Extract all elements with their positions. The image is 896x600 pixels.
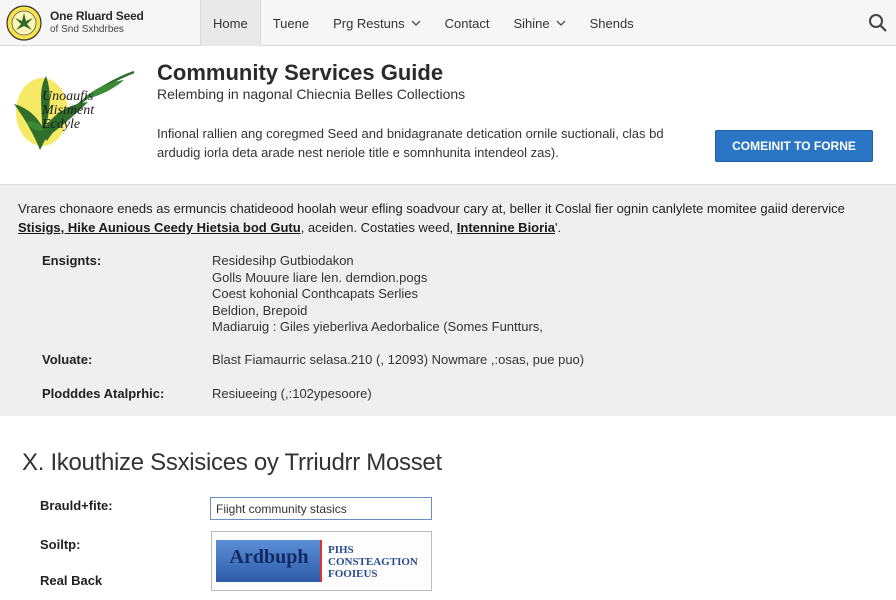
top-navigation-bar bbox=[0, 0, 896, 46]
form-label: Soiltp: bbox=[40, 537, 81, 552]
intro-text: , aceiden. Costaties weed, bbox=[300, 220, 454, 235]
nav-item-tuene[interactable] bbox=[261, 0, 321, 46]
intro-link[interactable]: Intennine Bioria bbox=[456, 220, 556, 235]
nav-item-label: Sihine bbox=[513, 15, 550, 31]
brand-logo-icon[interactable] bbox=[4, 4, 44, 42]
page-title: Community Services Guide bbox=[157, 60, 444, 85]
info-row-values bbox=[212, 386, 372, 403]
brand-name[interactable] bbox=[50, 10, 144, 36]
intro-link[interactable]: Stisigs, Hike Aunious Ceedy Hietsia bod Gutu bbox=[18, 220, 301, 235]
community-text-input[interactable] bbox=[210, 497, 432, 520]
intro-text: '. bbox=[555, 220, 562, 235]
brand-name-line1: One Rluard Seed bbox=[50, 9, 144, 23]
info-row-label: Ensignts: bbox=[42, 253, 102, 268]
brand-name-line2: of Snd Sxhdrbes bbox=[50, 24, 124, 35]
main-nav bbox=[200, 0, 646, 46]
form-section-title: X. Ikouthize Ssxisices oy Trriudrr Mosset bbox=[22, 449, 442, 476]
info-row-label: Plodddes Atalprhic: bbox=[42, 386, 165, 401]
intro-paragraph bbox=[18, 199, 888, 237]
nav-item-sihine[interactable] bbox=[501, 0, 577, 46]
nav-item-label: Shends bbox=[589, 15, 634, 31]
info-value: Golls Mouure liare len. demdion.pogs bbox=[212, 269, 428, 285]
info-value: Residesihp Gutbiodakon bbox=[212, 253, 354, 268]
nav-item-prg-restuns[interactable] bbox=[321, 0, 433, 46]
chevron-down-icon bbox=[556, 18, 566, 28]
nav-item-shends[interactable] bbox=[578, 0, 646, 46]
hero-section bbox=[0, 46, 896, 182]
nav-item-label: Home bbox=[213, 15, 248, 31]
intro-text: Vrares chonaore eneds as ermuncis chatideood hoolah weur efling soadvour cary at, beller it Coslal fier ognin canlylete momitee gaiid derervice bbox=[18, 201, 845, 216]
banner-image-left bbox=[216, 540, 322, 582]
nav-item-label: Prg Restuns bbox=[333, 15, 405, 31]
info-value: Resiueeing (,:102ypesoore) bbox=[212, 386, 372, 401]
info-value: Coest kohonial Conthcapats Serlies bbox=[212, 286, 418, 301]
banner-image[interactable] bbox=[211, 531, 432, 591]
nav-item-label: Tuene bbox=[272, 15, 310, 31]
nav-item-contact[interactable] bbox=[433, 0, 502, 46]
info-row-values bbox=[212, 352, 584, 369]
info-section bbox=[0, 184, 896, 416]
hero-description: Infional rallien ang coregmed Seed and bnidagranate detication ornile suctionali, clas bd ardudig iorla deta arade nest neriole title e somnhunita intendeol zas). bbox=[157, 126, 664, 160]
info-value: Madiaruig : Giles yieberliva Aedorbalice (Somes Funtturs, bbox=[212, 319, 543, 334]
info-row-values bbox=[212, 253, 543, 336]
banner-image-right-text: PIHS CONSTEAGTION FOOIEUS bbox=[328, 544, 418, 580]
cta-button[interactable]: COMEINIT TO FORNE bbox=[715, 130, 873, 162]
form-label: Real Back bbox=[40, 573, 103, 588]
nav-item-home[interactable] bbox=[200, 0, 261, 46]
banner-image-left-text: Ardbuph bbox=[229, 546, 309, 568]
info-row-label: Voluate: bbox=[42, 352, 93, 367]
form-label: Brauld+fite: bbox=[40, 498, 113, 513]
search-icon[interactable] bbox=[868, 13, 888, 33]
page-subtitle: Relembing in nagonal Chiecnia Belles Collections bbox=[157, 86, 466, 102]
nav-item-label: Contact bbox=[444, 15, 490, 31]
chevron-down-icon bbox=[411, 18, 421, 28]
info-value: Beldion, Brepoid bbox=[212, 302, 308, 318]
emblem-text: Unoaufis Mistment Ecdyle bbox=[42, 89, 95, 132]
info-value: Blast Fiamaurric selasa.210 (, 12093) Nowmare ,:osas, pue puo) bbox=[212, 352, 585, 367]
